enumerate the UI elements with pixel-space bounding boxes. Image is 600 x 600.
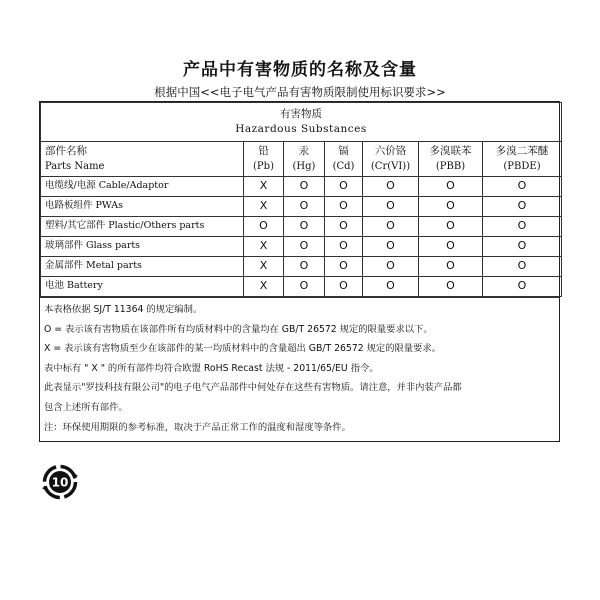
value-cell: O (419, 217, 483, 237)
substance-header-en: (PBB) (435, 160, 466, 172)
note-line: 注：环保使用期限的参考标准，取决于产品正常工作的温度和湿度等条件。 (44, 421, 351, 433)
group-header-cn: 有害物质 (280, 107, 322, 120)
substance-header-cn: 镉 (338, 145, 349, 158)
part-name-cell: 电池 Battery (41, 277, 244, 297)
note-line: X = 表示该有害物质至少在该部件的某一均质材料中的含量超出 GB/T 26572 规定的限量要求。 (44, 343, 441, 355)
substance-header (284, 142, 325, 177)
value-cell: O (284, 197, 325, 217)
part-header-en: Parts Name (45, 160, 105, 172)
value-cell: O (363, 197, 419, 217)
value-cell: O (419, 237, 483, 257)
note-line: 包含上述所有部件。 (44, 401, 128, 413)
table-row (41, 197, 562, 217)
part-name-cell: 电路板组件 PWAs (41, 197, 244, 217)
value-cell: O (483, 197, 562, 217)
value-cell: O (363, 277, 419, 297)
note-line: O = 表示该有害物质在该部件所有均质材料中的含量均在 GB/T 26572 规定的限量要求以下。 (44, 323, 433, 335)
epup-logo-graphic (41, 463, 79, 501)
substance-header-en: (Pb) (253, 160, 274, 172)
note-line: 表中标有 " X " 的所有部件均符合欧盟 RoHS Recast 法规 - 2011/65/EU 指令。 (44, 362, 379, 374)
value-cell: O (483, 257, 562, 277)
value-cell: O (363, 177, 419, 197)
table-row (41, 177, 562, 197)
page-subtitle: 根据中国<<电子电气产品有害物质限制使用标识要求>> (154, 85, 446, 99)
value-cell: O (284, 277, 325, 297)
substance-header-cn: 汞 (298, 145, 310, 158)
value-cell: O (363, 237, 419, 257)
value-cell: X (244, 237, 284, 257)
table-row (41, 217, 562, 237)
substance-header-en: (PBDE) (503, 160, 541, 172)
value-cell: O (325, 217, 363, 237)
value-cell: O (483, 277, 562, 297)
value-cell: O (325, 257, 363, 277)
substance-header-en: (Cr(VI)) (370, 160, 411, 172)
value-cell: O (363, 257, 419, 277)
value-cell: O (419, 197, 483, 217)
value-cell: O (419, 257, 483, 277)
value-cell: O (325, 237, 363, 257)
value-cell: O (284, 257, 325, 277)
value-cell: O (284, 237, 325, 257)
part-name-cell: 塑料/其它部件 Plastic/Others parts (41, 217, 244, 237)
value-cell: O (284, 177, 325, 197)
part-name-cell: 玻璃部件 Glass parts (41, 237, 244, 257)
value-cell: O (284, 217, 325, 237)
value-cell: O (244, 217, 284, 237)
note-line: 本表格依据 SJ/T 11364 的规定编制。 (44, 304, 203, 315)
value-cell: O (363, 217, 419, 237)
substance-header (325, 142, 363, 177)
value-cell: X (244, 177, 284, 197)
value-cell: O (419, 277, 483, 297)
value-cell: X (244, 197, 284, 217)
substance-header-cn: 多溴二苯醚 (495, 145, 549, 158)
group-header (41, 103, 562, 142)
part-name-cell: 金属部件 Metal parts (41, 257, 244, 277)
substance-header-cn: 六价铬 (374, 145, 407, 158)
substance-header (363, 142, 419, 177)
value-cell: O (483, 237, 562, 257)
part-header (41, 142, 244, 177)
value-cell: O (483, 217, 562, 237)
hazardous-substances-table-frame (39, 101, 560, 442)
table-row (41, 277, 562, 297)
value-cell: X (244, 257, 284, 277)
value-cell: X (244, 277, 284, 297)
value-cell: O (325, 277, 363, 297)
table-notes (40, 297, 559, 441)
page-title: 产品中有害物质的名称及含量 (183, 60, 417, 80)
value-cell: O (325, 177, 363, 197)
part-name-cell: 电缆线/电源 Cable/Adaptor (41, 177, 244, 197)
epup-logo-number: 10 (51, 475, 69, 490)
value-cell: O (483, 177, 562, 197)
epup-10-year-logo-icon (41, 463, 79, 501)
table-row (41, 257, 562, 277)
substance-header-en: (Hg) (292, 160, 316, 172)
value-cell: O (325, 197, 363, 217)
substance-header-cn: 多溴联苯 (429, 145, 472, 158)
substance-header (419, 142, 483, 177)
note-line: 此表显示"罗技科技有限公司"的电子电气产品部件中何处存在这些有害物质。请注意，并非内装产品都 (44, 382, 462, 394)
group-header-en: Hazardous Substances (235, 122, 367, 135)
part-header-cn: 部件名称 (45, 145, 87, 158)
hazardous-substances-table (40, 102, 562, 297)
substance-header-cn: 铅 (258, 145, 269, 158)
substance-header (483, 142, 562, 177)
substance-header-en: (Cd) (332, 160, 355, 172)
value-cell: O (419, 177, 483, 197)
substance-header (244, 142, 284, 177)
table-row (41, 237, 562, 257)
